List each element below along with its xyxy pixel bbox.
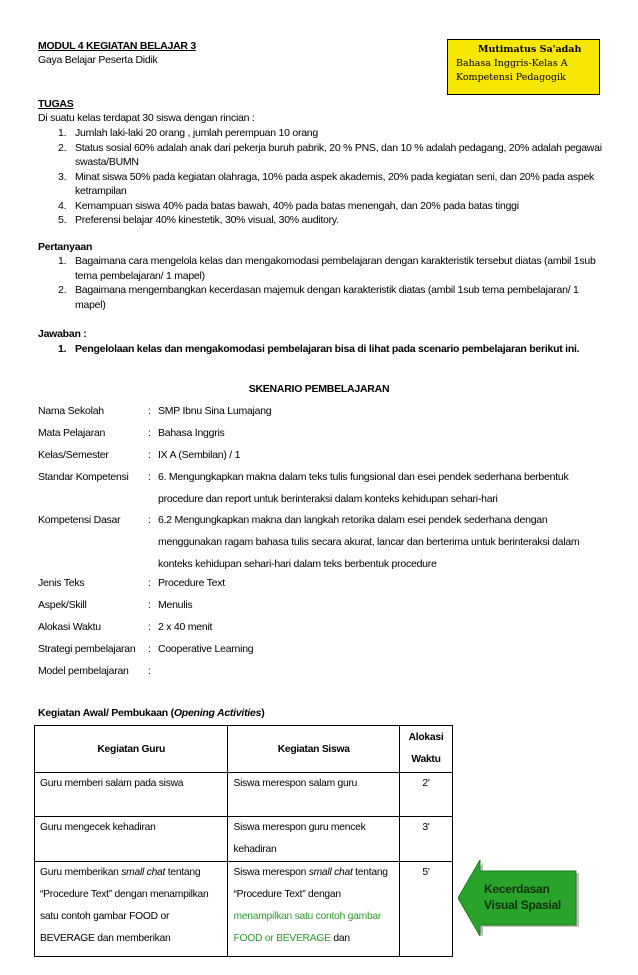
item-text: Status sosial 60% adalah anak dari pekerja buruh pabrik, 20 % PNS, dan 10 % adalah pedagang, 20% adalah pegawai swasta/BUMN xyxy=(75,141,602,168)
field-label: Aspek/Skill xyxy=(38,599,87,611)
list-item xyxy=(38,170,608,199)
cell-guru: Guru memberi salam pada siswa xyxy=(35,773,228,817)
cell-emphasis: small chat xyxy=(121,867,166,878)
field-value: 6.2 Mengungkapkan makna dan langkah retorika dalam esei pendek sederhana dengan menggunakan ragam bahasa tulis secara akurat, lancar dan berterima untuk berinteraksi dalam konteks kehidupan sehari-hari dalam teks berbentuk procedure xyxy=(158,514,580,570)
author-competence: Kompetensi Pedagogik xyxy=(456,72,566,83)
cell-siswa xyxy=(228,862,400,957)
jawaban-heading: Jawaban : xyxy=(38,328,87,340)
cell-siswa: Siswa merespon salam guru xyxy=(228,773,400,817)
module-title: MODUL 4 KEGIATAN BELAJAR 3 xyxy=(38,40,197,52)
col-header-siswa: Kegiatan Siswa xyxy=(228,726,400,773)
tugas-intro: Di suatu kelas terdapat 30 siswa dengan rincian : xyxy=(38,112,255,124)
highlighted-text: menampilkan satu contoh gambar FOOD or BEVERAGE xyxy=(233,911,382,944)
field-label: Alokasi Waktu xyxy=(38,621,101,633)
list-item xyxy=(38,141,608,170)
item-text: Bagaimana cara mengelola kelas dan mengakomodasi pembelajaran dengan karakteristik tersebut diatas (ambil 1sub tema pembelajaran/ 1 mapel) xyxy=(75,255,596,282)
cell-waktu: 2' xyxy=(400,773,453,817)
field-value: Bahasa Inggris xyxy=(158,427,225,439)
list-item xyxy=(38,213,608,228)
cell-text: Siswa merespon xyxy=(233,867,309,878)
cell-text: tentang “Procedure Text” dengan xyxy=(233,867,388,900)
table-row xyxy=(35,862,453,957)
field-value: 2 x 40 menit xyxy=(158,621,213,633)
field-label: Kelas/Semester xyxy=(38,449,109,461)
item-text: Kemampuan siswa 40% pada batas bawah, 40% pada batas menengah, dan 20% pada batas tinggi xyxy=(75,199,519,212)
skenario-title: SKENARIO PEMBELAJARAN xyxy=(248,383,390,395)
col-header-guru: Kegiatan Guru xyxy=(35,726,228,773)
col-header-waktu: Alokasi Waktu xyxy=(400,726,453,773)
tugas-heading: TUGAS xyxy=(38,98,74,110)
heading-part: ) xyxy=(261,707,265,719)
field-value: Menulis xyxy=(158,599,193,611)
item-number: 2. xyxy=(58,284,67,296)
item-number: 1. xyxy=(58,255,67,267)
item-number: 4. xyxy=(58,199,67,212)
field-value: Cooperative Learning xyxy=(158,643,254,655)
pertanyaan-heading: Pertanyaan xyxy=(38,241,93,253)
item-text: Jumlah laki-laki 20 orang , jumlah perempuan 10 orang xyxy=(75,127,318,139)
cell-guru: Guru mengecek kehadiran xyxy=(35,817,228,862)
cell-guru xyxy=(35,862,228,957)
author-box xyxy=(447,39,600,95)
item-text: Pengelolaan kelas dan mengakomodasi pembelajaran bisa di lihat pada scenario pembelajaran berikut ini. xyxy=(75,343,580,355)
field-value: Procedure Text xyxy=(158,577,225,589)
field-label: Nama Sekolah xyxy=(38,405,104,417)
item-number: 2. xyxy=(58,141,67,154)
field-label: Mata Pelajaran xyxy=(38,427,106,439)
table-row xyxy=(35,817,453,862)
field-label: Standar Kompetensi xyxy=(38,471,129,483)
kegiatan-awal-heading xyxy=(38,707,264,719)
item-number: 1. xyxy=(58,343,67,355)
left-arrow-icon xyxy=(458,860,580,936)
author-name: Mutimatus Sa'adah xyxy=(478,44,582,55)
cell-waktu: 5' xyxy=(400,862,453,957)
list-item xyxy=(38,126,608,141)
heading-part: Kegiatan Awal/ Pembukaan ( xyxy=(38,707,174,719)
field-value: SMP Ibnu Sina Lumajang xyxy=(158,405,272,417)
pertanyaan-list xyxy=(38,254,608,312)
list-item xyxy=(38,342,608,357)
item-text: Minat siswa 50% pada kegiatan olahraga, 10% pada aspek akademis, 20% pada kegiatan seni, dan 20% pada aspek ketrampilan xyxy=(75,170,595,197)
field-label: Jenis Teks xyxy=(38,577,85,589)
kegiatan-awal-table xyxy=(34,725,453,957)
cell-emphasis: small chat xyxy=(308,867,353,878)
cell-text: Guru memberikan xyxy=(40,867,122,878)
module-subtitle: Gaya Belajar Peserta Didik xyxy=(38,54,158,66)
field-label: Strategi pembelajaran xyxy=(38,643,136,655)
heading-emphasis: Opening Activities xyxy=(173,707,262,719)
author-class: Bahasa Inggris-Kelas A xyxy=(456,58,568,69)
list-item xyxy=(38,254,608,283)
tugas-list xyxy=(38,126,608,228)
item-number: 3. xyxy=(58,170,67,183)
item-number: 1. xyxy=(58,127,67,139)
badge-line1: Kecerdasan xyxy=(484,882,550,896)
list-item xyxy=(38,199,608,214)
table-header-row xyxy=(35,726,453,773)
table-row xyxy=(35,773,453,817)
cell-text: tentang “Procedure Text” dengan menampilkan satu contoh gambar FOOD or BEVERAGE dan memberikan xyxy=(40,867,209,944)
field-label: Model pembelajaran xyxy=(38,665,129,677)
cell-waktu: 3' xyxy=(400,817,453,862)
cell-text: dan xyxy=(330,933,350,944)
field-value: IX A (Sembilan) / 1 xyxy=(158,449,241,461)
item-text: Bagaimana mengembangkan kecerdasan majemuk dengan karakteristik diatas (ambil 1sub tema pembelajaran/ 1 mapel) xyxy=(75,284,579,311)
field-label: Kompetensi Dasar xyxy=(38,514,121,526)
kecerdasan-badge xyxy=(458,860,580,936)
badge-line2: Visual Spasial xyxy=(484,898,561,912)
field-value: 6. Mengungkapkan makna dalam teks tulis fungsional dan esei pendek sederhana berbentuk procedure dan report untuk berinteraksi dalam konteks kehidupan sehari-hari xyxy=(158,471,569,505)
item-text: Preferensi belajar 40% kinestetik, 30% visual, 30% auditory. xyxy=(75,214,339,226)
list-item xyxy=(38,283,608,312)
item-number: 5. xyxy=(58,214,67,226)
jawaban-list xyxy=(38,342,608,357)
cell-siswa: Siswa merespon guru mencek kehadiran xyxy=(228,817,400,862)
